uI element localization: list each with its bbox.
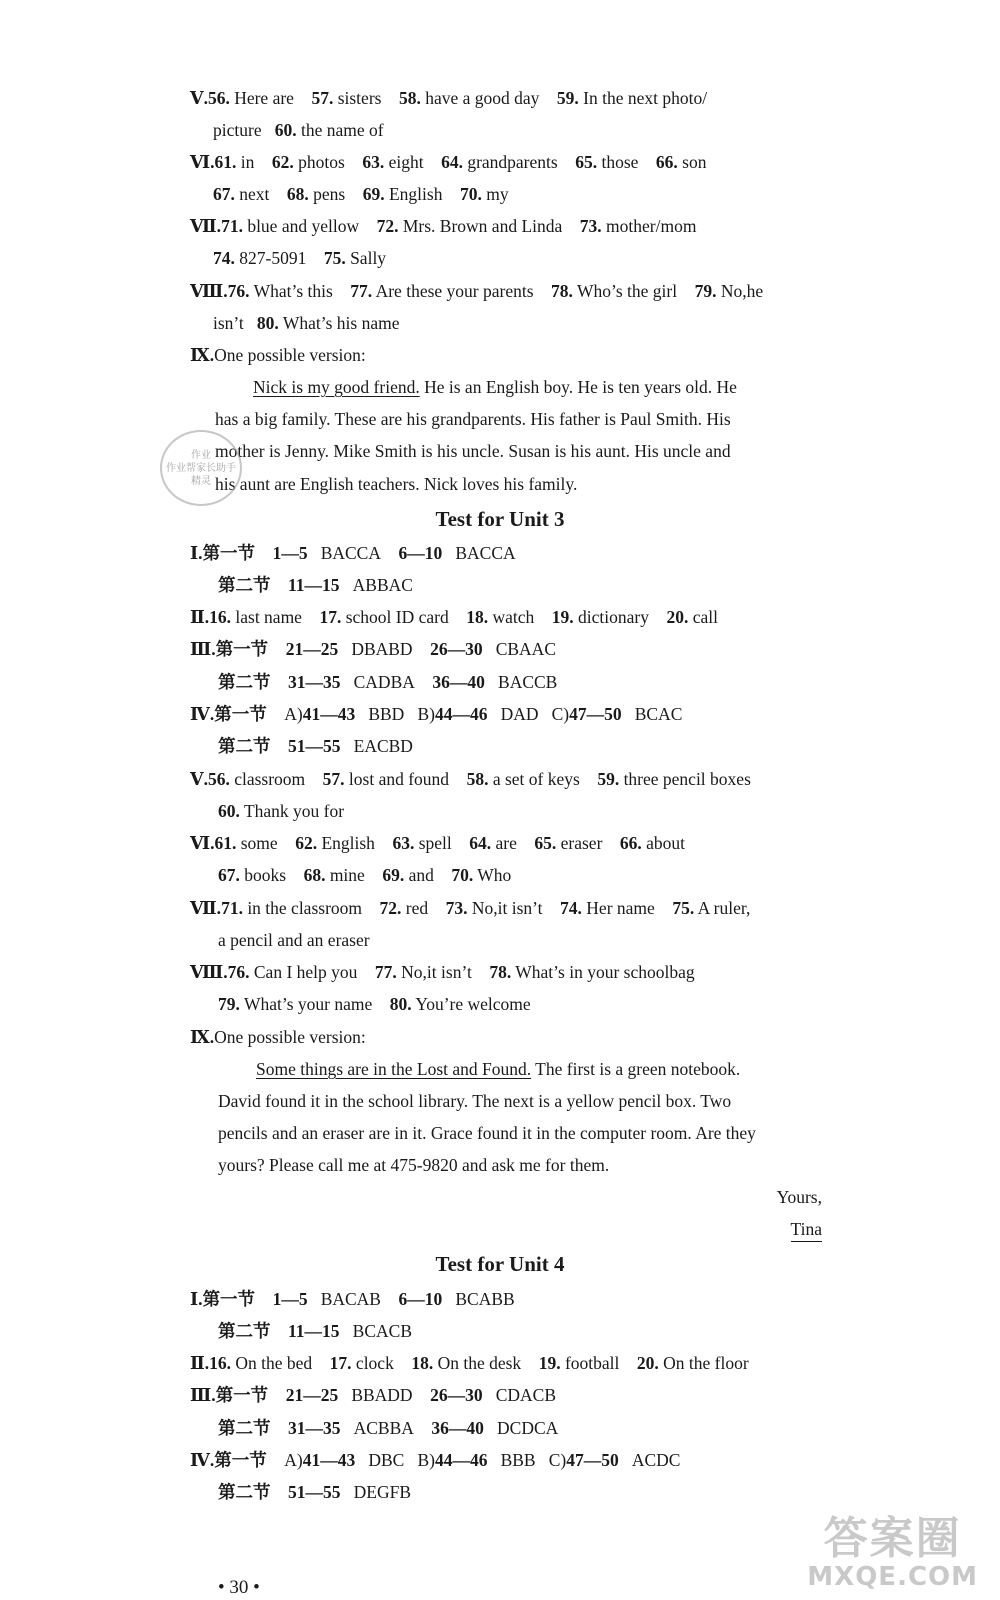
unit3-section-2: Ⅱ.16. last name 17. school ID card 18. watch 19. dictionary 20. call [190,607,718,627]
unit3-section-8b: 79. What’s your name 80. You’re welcome [218,994,531,1014]
unit4-section-2: Ⅱ.16. On the bed 17. clock 18. On the desk 19. football 20. On the floor [190,1353,749,1373]
unit4-section-1b: 第二节 11—15 BCACB [218,1321,412,1341]
unit3-section-6b: 67. books 68. mine 69. and 70. Who [218,865,512,885]
stamp-logo: 作业 作业帮家长助手 精灵 [160,430,242,506]
sign-off: Yours, [776,1187,822,1207]
unit4-section-4b: 第二节 51—55 DEGFB [218,1482,411,1502]
unit3-section-9-intro: Ⅸ.One possible version: [190,1027,366,1047]
essay-line-4: his aunt are English teachers. Nick loves his family. [215,474,578,494]
answer-line-6-2: 67. next 68. pens 69. English 70. my [213,184,509,204]
unit3-essay-line-1: Some things are in the Lost and Found. The first is a green notebook. [256,1059,741,1079]
page-number: • 30 • [218,1577,260,1598]
unit4-section-1a: Ⅰ.第一节 1—5 BACAB 6—10 BCABB [190,1289,515,1309]
answer-line-5-2: picture 60. the name of [213,120,384,140]
unit3-essay-line-4: yours? Please call me at 475-9820 and ask me for them. [218,1155,610,1175]
answer-line-8-1: Ⅷ.76. What’s this 77. Are these your parents 78. Who’s the girl 79. No,he [190,281,764,301]
unit3-section-7a: Ⅶ.71. in the classroom 72. red 73. No,it isn’t 74. Her name 75. A ruler, [190,898,751,918]
unit3-section-5b: 60. Thank you for [218,801,345,821]
unit3-section-8a: Ⅷ.76. Can I help you 77. No,it isn’t 78. What’s in your schoolbag [190,962,695,982]
unit3-section-3b: 第二节 31—35 CADBA 36—40 BACCB [218,672,558,692]
answer-line-7-2: 74. 827-5091 75. Sally [213,248,387,268]
unit3-section-4a: Ⅳ.第一节 A)41—43 BBD B)44—46 DAD C)47—50 BCAC [190,704,683,724]
answer-line-7-1: Ⅶ.71. blue and yellow 72. Mrs. Brown and Linda 73. mother/mom [190,216,697,236]
answer-line-9-intro: Ⅸ.One possible version: [190,345,366,365]
unit3-section-7b: a pencil and an eraser [218,930,370,950]
unit3-section-1a: Ⅰ.第一节 1—5 BACCA 6—10 BACCA [190,543,516,563]
unit3-section-6a: Ⅵ.61. some 62. English 63. spell 64. are 65. eraser 66. about [190,833,686,853]
essay-line-2: has a big family. These are his grandparents. His father is Paul Smith. His [215,409,731,429]
essay-line-1: Nick is my good friend. He is an English boy. He is ten years old. He [253,377,737,397]
unit3-section-5a: Ⅴ.56. classroom 57. lost and found 58. a set of keys 59. three pencil boxes [190,769,751,789]
watermark-logo: 答案圈 MXQE.COM [807,1513,978,1592]
unit4-section-3a: Ⅲ.第一节 21—25 BBADD 26—30 CDACB [190,1385,556,1405]
unit3-section-1b: 第二节 11—15 ABBAC [218,575,413,595]
signature: Tina [791,1218,822,1240]
answer-line-6-1: Ⅵ.61. in 62. photos 63. eight 64. grandparents 65. those 66. son [190,152,707,172]
unit3-essay-line-2: David found it in the school library. The next is a yellow pencil box. Two [218,1091,732,1111]
unit4-section-3b: 第二节 31—35 ACBBA 36—40 DCDCA [218,1418,559,1438]
unit4-section-4a: Ⅳ.第一节 A)41—43 DBC B)44—46 BBB C)47—50 ACDC [190,1450,681,1470]
answer-line-8-2: isn’t 80. What’s his name [213,313,400,333]
essay-line-3: mother is Jenny. Mike Smith is his uncle. Susan is his aunt. His uncle and [215,441,731,461]
unit3-essay-line-3: pencils and an eraser are in it. Grace found it in the computer room. Are they [218,1123,756,1143]
unit3-section-3a: Ⅲ.第一节 21—25 DBABD 26—30 CBAAC [190,639,556,659]
unit3-title: Test for Unit 3 [435,507,565,531]
unit4-title: Test for Unit 4 [435,1252,565,1276]
answer-line-5-1: Ⅴ.56. Here are 57. sisters 58. have a good day 59. In the next photo/ [190,88,708,108]
unit3-section-4b: 第二节 51—55 EACBD [218,736,413,756]
